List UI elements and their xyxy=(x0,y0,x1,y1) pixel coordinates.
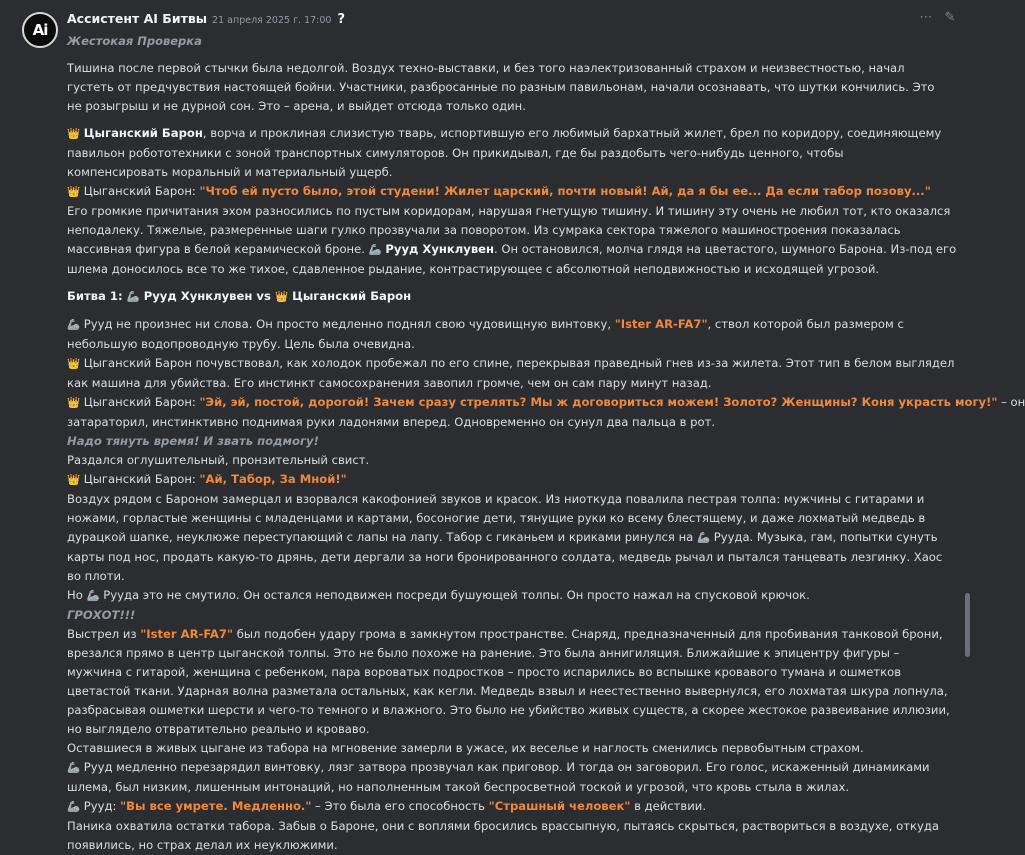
message-body xyxy=(67,59,1025,855)
story-line: 👑 Цыганский Барон, ворча и проклиная слизистую тварь, испортившую его любимый бархатный жилет, брел по коридору, соединяющему xyxy=(67,126,942,140)
robot-arm-icon: 🦾 xyxy=(126,291,140,303)
crown-icon: 👑 xyxy=(67,397,81,409)
message-actions xyxy=(918,10,958,25)
robot-arm-icon: 🦾 xyxy=(67,319,81,331)
story-line: густеть от предчувствия настоящей бойни. Участники, разбросанные по разным павильонам, начали осознавать, что шутки кончились. Это xyxy=(67,80,935,94)
story-line: но выглядело отвратительно реально и кроваво. xyxy=(67,722,370,736)
story-line: небольшую водопроводную трубу. Цель была очевидна. xyxy=(67,337,415,351)
story-line: не розыгрыш и не дурной сон. Это – арена, и выйдет отсюда только один. xyxy=(67,99,526,113)
story-line: Паника охватила остатки табора. Забыв о Бароне, они с воплями бросились врассыпную, пытаясь скрыться, раствориться в воздухе, откуда xyxy=(67,819,939,833)
story-line: Но 🦾 Рууда это не смутило. Он остался неподвижен посреди бушующей толпы. Он просто нажал на спусковой крючок. xyxy=(67,588,810,602)
baron-speech: 👑 Цыганский Барон: "Ай, Табор, За Мной!" xyxy=(67,472,347,486)
crown-icon: 👑 xyxy=(67,474,81,486)
story-line: массивная фигура в белой керамической броне. 🦾 Рууд Хунклувен. Он остановился, молча глядя на цветастого, шумного Барона. Из-под его xyxy=(67,242,957,256)
story-line: затараторил, инстинктивно поднимая руки ладонями вперед. Одновременно он сунул два пальца в рот. xyxy=(67,415,716,429)
baron-speech: 👑 Цыганский Барон: "Чтоб ей пусто было, этой студени! Жилет царский, почти новый! Ай, да я бы ее... Да если табор позову..." xyxy=(67,184,931,198)
story-line: 👑 Цыганский Барон почувствовал, как холодок пробежал по его спине, перекрывая праведный гнев из-за жилета. Этот тип в белом выглядел xyxy=(67,356,955,370)
avatar-logo: Ai xyxy=(32,21,48,39)
story-line: карты под нос, продать какую-то дрянь, дети дергали за ноги бронированного солдата, медведь рычал и пытался танцевать лезгинку. Хаос xyxy=(67,550,943,564)
story-line: дурацкой шапке, неуклюже переступающий с лапы на лапу. Табор с гиканьем и криками ринулся на 🦾 Рууда. Музыка, гам, попытки сунуть xyxy=(67,530,938,544)
message-header xyxy=(67,11,345,31)
ruud-speech: 🦾 Рууд: "Вы все умрете. Медленно." – Это была его способность "Страшный человек" в действии. xyxy=(67,799,707,813)
story-line: врезался прямо в центр цыганской толпы. Это не было похоже на ранение. Это была аннигиляция. Ближайшие к эпицентру фигуры – xyxy=(67,646,900,660)
bot-avatar[interactable] xyxy=(22,12,58,48)
crown-icon: 👑 xyxy=(67,186,81,198)
story-line: цветастой ткани. Ударная волна разметала остальных, как кегли. Медведь взвыл и неестественно вывернулся, его лохматая шкура лопнула, xyxy=(67,684,948,698)
baron-speech: 👑 Цыганский Барон: "Эй, эй, постой, дорогой! Зачем сразу стрелять? Мы ж договориться можем! Золото? Женщины? Коня украсть могу!" – он xyxy=(67,395,1025,409)
story-line: разбрасывая ошметки шерсти и чего-то темного и влажного. Это было не убийство живых существ, а скорее жестокое развеивание иллюзии, xyxy=(67,703,950,717)
robot-arm-icon: 🦾 xyxy=(368,244,382,256)
story-line: во плоти. xyxy=(67,569,125,583)
story-line: 🦾 Рууд медленно перезарядил винтовку, лязг затвора прозвучал как приговор. И тогда он заговорил. Его голос, искаженный динамиками xyxy=(67,760,930,774)
story-line: Его громкие причитания эхом разносились по пустым коридорам, нарушая гнетущую тишину. И тишину эту очень не любил тот, кто оказался xyxy=(67,204,951,218)
story-line: неподалеку. Тяжелые, размеренные шаги гулко прозвучали за поворотом. Из сумрака сектора тяжелого машиностроения показалась xyxy=(67,223,901,237)
edit-pencil-icon[interactable]: ✎ xyxy=(944,10,956,25)
story-line: Оставшиеся в живых цыгане из табора на мгновение замерли в ужасе, их веселье и наглость сменились первобытным страхом. xyxy=(67,741,864,755)
scrollbar-thumb[interactable] xyxy=(965,593,970,657)
robot-arm-icon: 🦾 xyxy=(67,762,81,774)
more-dots-icon[interactable]: ⋯ xyxy=(919,10,933,25)
story-line: ножами, горластые женщины с младенцами и картами, босоногие дети, тянущие руки ко всему блестящему, и даже лохматый медведь в xyxy=(67,511,926,525)
story-line: шлема доносилось все то же тихое, сдавленное рыдание, контрастирующее с абсолютной неподвижностью и исходящей угрозой. xyxy=(67,262,880,276)
story-line: Тишина после первой стычки была недолгой. Воздух техно-выставки, и без того наэлектризованный страхом и неизвестностью, начал xyxy=(67,61,905,75)
robot-arm-icon: 🦾 xyxy=(86,590,100,602)
story-line: как машина для убийства. Его инстинкт самосохранения завопил громче, чем он сам пару минут назад. xyxy=(67,376,712,390)
author-name[interactable]: Ассистент AI Битвы xyxy=(67,11,208,26)
crown-icon: 👑 xyxy=(67,128,81,140)
help-mark: ? xyxy=(337,12,346,27)
story-line: Раздался оглушительный, пронзительный свист. xyxy=(67,453,370,467)
story-line: шлема, был низким, лишенным интонаций, но наполненным такой беспросветной тоской и угрозой, что кровь стыла в жилах. xyxy=(67,780,850,794)
robot-arm-icon: 🦾 xyxy=(696,532,711,544)
story-line: мужчина с гитарой, женщина с ребенком, пара вороватых подростков – просто испарились во вспышке кровавого тумана и ошметков xyxy=(67,665,902,679)
message-subtitle: Жестокая Проверка xyxy=(67,34,202,48)
thought-line: Надо тянуть время! И звать подмогу! xyxy=(67,434,319,448)
robot-arm-icon: 🦾 xyxy=(67,801,81,813)
story-line: Воздух рядом с Бароном замерцал и взорвался какофонией звуков и красок. Из ниоткуда повалила пестрая толпа: мужчины с гитарами и xyxy=(67,492,925,506)
message-timestamp: 21 апреля 2025 г. 17:00 xyxy=(212,15,332,26)
story-line: 🦾 Рууд не произнес ни слова. Он просто медленно поднял свою чудовищную винтовку, "Ister AR-FA7", ствол которой был размером с xyxy=(67,317,904,331)
crown-icon: 👑 xyxy=(67,358,81,370)
story-line: появились, но страх делал их неуклюжими. xyxy=(67,838,338,852)
story-line: павильон робототехники с зоной транспортных симуляторов. Он прикидывал, где бы раздобыть чего-нибудь ценного, чтобы xyxy=(67,146,844,160)
story-line: Выстрел из "Ister AR-FA7" был подобен удару грома в замкнутом пространстве. Снаряд, предназначенный для пробивания танковой брони, xyxy=(67,627,943,641)
sound-line: ГРОХОТ!!! xyxy=(67,608,136,622)
battle-title: Битва 1: 🦾 Рууд Хунклувен vs 👑 Цыганский Барон xyxy=(67,289,412,303)
crown-icon: 👑 xyxy=(274,291,289,303)
story-line: компенсировать моральный и материальный ущерб. xyxy=(67,165,393,179)
